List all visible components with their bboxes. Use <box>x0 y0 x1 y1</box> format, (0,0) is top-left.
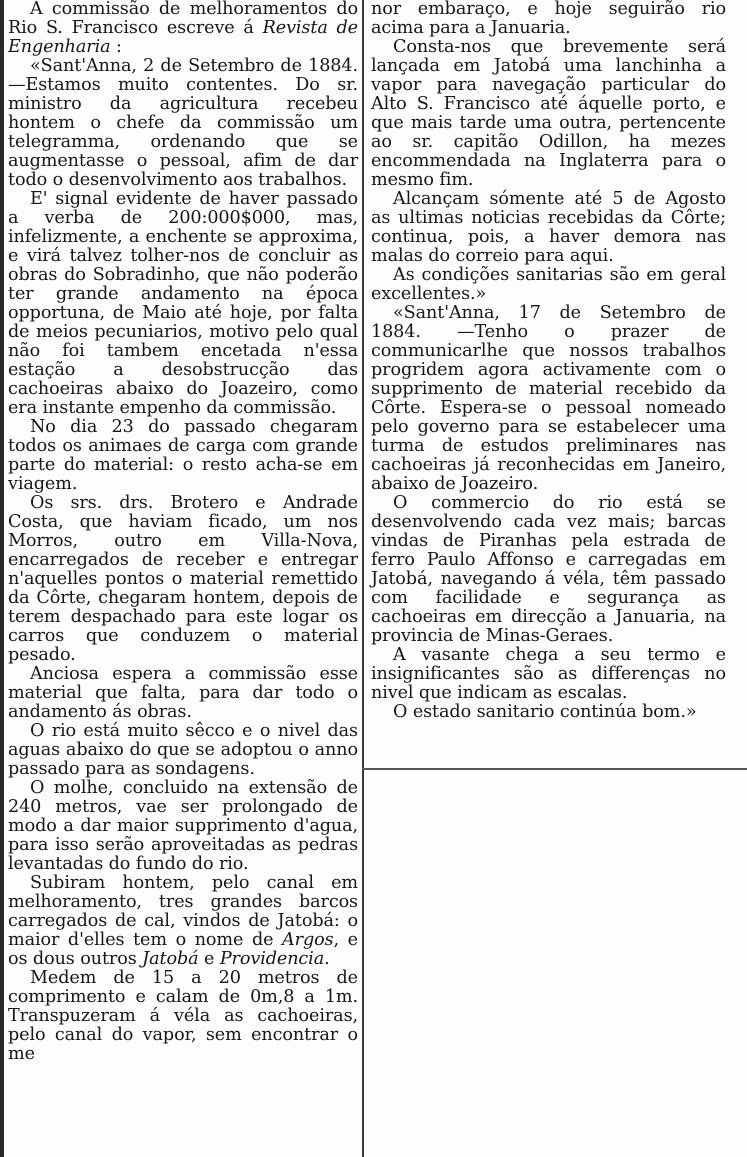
right-column <box>371 0 726 722</box>
paragraph: A vasante chega a seu termo e insignificantes são as differenças no nivel que indicam as escalas. <box>371 645 726 703</box>
paragraph-text: A commissão de melhoramentos do Rio S. Francisco escreve á <box>8 0 358 38</box>
boat-name: Providencia <box>219 949 325 969</box>
paragraph: O molhe, concluido na extensão de 240 metros, vae ser prolongado de modo a dar maior supprimento d'agua, para isso serão aproveitadas as pedras levantadas do fundo do rio. <box>8 778 358 874</box>
column-end-rule <box>362 768 747 770</box>
paragraph <box>8 0 358 57</box>
paragraph-text: Subiram hontem, pelo canal em melhoramento, tres grandes barcos carregados de cal, vindos de Jatobá: o maior d'elles tem o nome de <box>8 873 358 950</box>
page-edge-rule <box>0 0 4 1157</box>
paragraph: Os srs. drs. Brotero e Andrade Costa, que haviam ficado, um nos Morros, outro em Villa-Nova, encarregados de receber e entregar n'aquelles pontos o material remettido da Côrte, chegaram hontem, depois de terem despachado para este logar os carros que conduzem o material pesado. <box>8 493 358 665</box>
boat-name: Jatobá <box>142 949 199 969</box>
paragraph-text: : <box>110 37 122 57</box>
boat-name: Argos <box>282 930 334 950</box>
paragraph: Medem de 15 a 20 metros de comprimento e calam de 0m,8 a 1m. Transpuzeram á véla as cachoeiras, pelo canal do vapor, sem encontrar o me <box>8 968 358 1064</box>
paragraph: No dia 23 do passado chegaram todos os animaes de carga com grande parte do material: o resto acha-se em viagem. <box>8 417 358 494</box>
paragraph: «Sant'Anna, 17 de Setembro de 1884. —Tenho o prazer de communicarlhe que nossos trabalhos progridem agora activamente com o supprimento de material recebido da Côrte. Espera-se o pessoal nomeado pelo governo para se estabelecer uma turma de estudos preliminares nas cachoeiras já reconhecidas em Janeiro, abaixo de Joazeiro. <box>371 303 726 494</box>
left-column <box>8 0 358 1064</box>
publication-title: Revista de Engenharia <box>8 18 358 57</box>
column-divider <box>362 0 364 1157</box>
paragraph-text: , e os dous outros <box>8 930 358 969</box>
paragraph: O estado sanitario continúa bom.» <box>393 702 697 722</box>
paragraph: Consta-nos que brevemente será lançada em Jatobá uma lanchinha a vapor para navegação particular do Alto S. Francisco até áquelle porto, e que mais tarde uma outra, pertencente ao sr. capitão Odillon, ha mezes encommendada na Inglaterra para o mesmo fim. <box>371 37 726 190</box>
paragraph: nor embaraço, e hoje seguirão rio acima para a Januaria. <box>371 0 726 38</box>
paragraph: Alcançam sómente até 5 de Agosto as ultimas noticias recebidas da Côrte; continua, pois, a haver demora nas malas do correio para aqui. <box>371 189 726 266</box>
paragraph-text: e <box>198 949 220 969</box>
paragraph: O rio está muito sêcco e o nivel das aguas abaixo do que se adoptou o anno passado para as sondagens. <box>8 721 358 779</box>
paragraph: Anciosa espera a commissão esse material que falta, para dar todo o andamento ás obras. <box>8 664 358 722</box>
paragraph: As condições sanitarias são em geral excellentes.» <box>371 265 726 304</box>
paragraph <box>8 874 358 969</box>
paragraph-text: . <box>324 949 330 969</box>
paragraph: O commercio do rio está se desenvolvendo cada vez mais; barcas vindas de Piranhas pela estrada de ferro Paulo Affonso e carregadas em Jatobá, navegando á véla, têm passado com facilidade e segurança as cachoeiras em direcção a Januaria, na provincia de Minas-Geraes. <box>371 493 726 646</box>
paragraph: «Sant'Anna, 2 de Setembro de 1884. —Estamos muito contentes. Do sr. ministro da agricultura recebeu hontem o chefe da commissão um telegramma, ordenando que se augmentasse o pessoal, afim de dar todo o desenvolvimento aos trabalhos. <box>8 56 358 190</box>
paragraph: E' signal evidente de haver passado a verba de 200:000$000, mas, infelizmente, a enchente se approxima, e virá talvez tolher-nos de concluir as obras do Sobradinho, que não poderão ter grande andamento na época opportuna, de Maio até hoje, por falta de meios pecuniarios, motivo pelo qual não foi tambem encetada n'essa estação a desobstrucção das cachoeiras abaixo do Joazeiro, como era instante empenho da commissão. <box>8 189 358 418</box>
